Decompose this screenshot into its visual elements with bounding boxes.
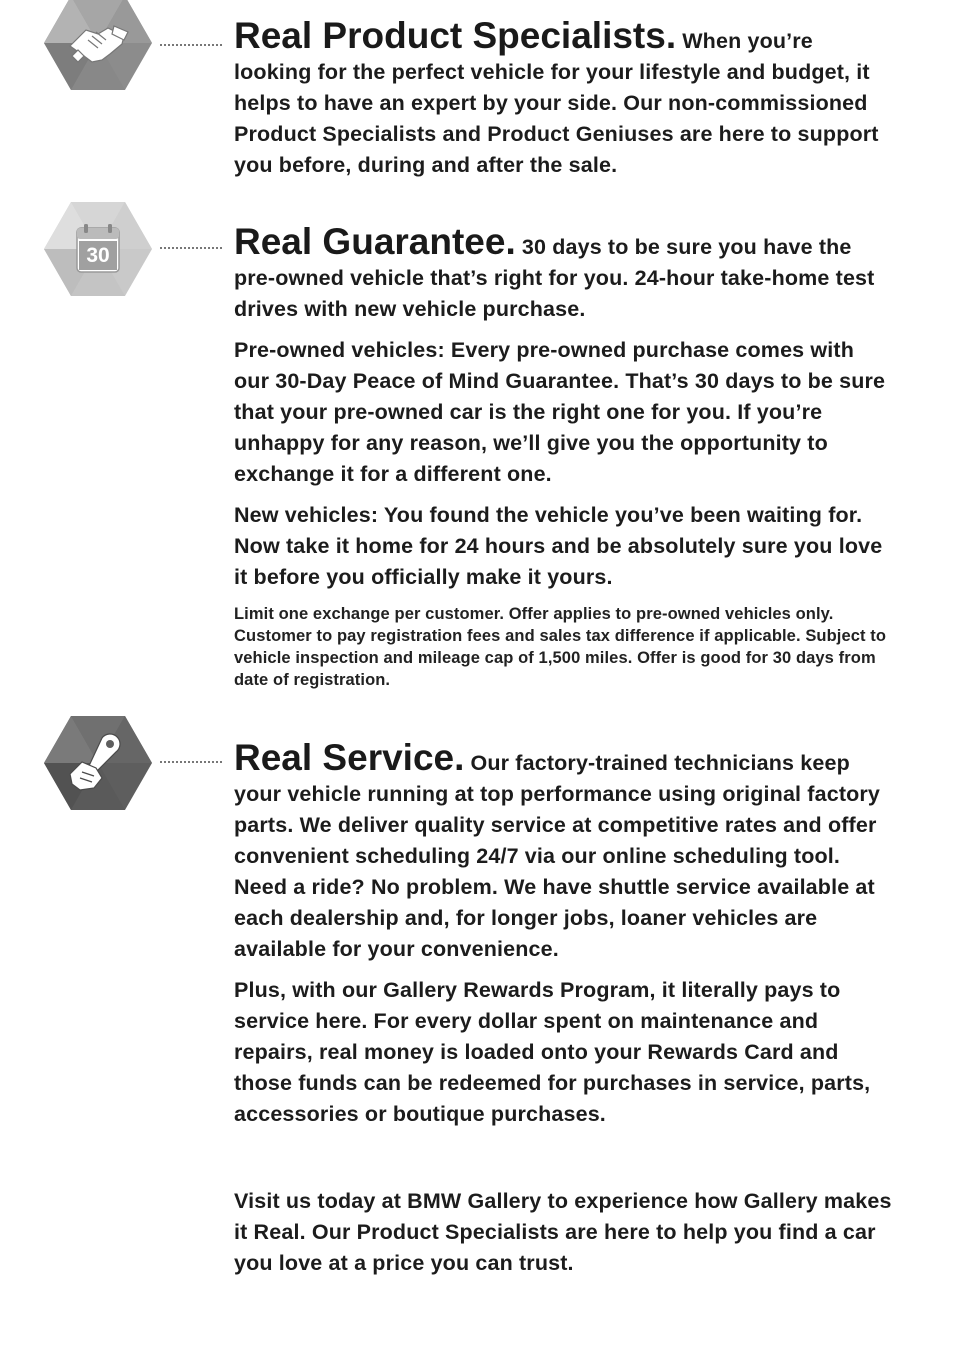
rewards-paragraph: Plus, with our Gallery Rewards Program, it literally pays to service here. For every dollar spent on maintenance and repairs, real money is loaded onto your Rewards Card and those funds can be redeemed for purchases in service, parts, accessories or boutique purchases. bbox=[234, 978, 871, 1126]
closing-section bbox=[234, 1186, 894, 1289]
calendar-day-label: 30 bbox=[86, 244, 110, 267]
calendar-30-icon bbox=[44, 202, 152, 296]
service-paragraph bbox=[234, 737, 894, 965]
lead-text: When you’re looking for the perfect vehicle for your lifestyle and budget, it helps to have an expert by your side. Our non-commissioned Product Specialists and Product Geniuses are here to support you before, during and after the sale. bbox=[234, 29, 879, 177]
headline: Real Service. bbox=[234, 737, 465, 778]
lead-text: 30 days to be sure you have the pre-owned vehicle that’s right for you. 24-hour take-home test drives with new vehicle purchase. bbox=[234, 235, 875, 321]
lead-text: Our factory-trained technicians keep your vehicle running at top performance using original factory parts. We deliver quality service at competitive rates and offer convenient scheduling 24/7 via our online scheduling tool. Need a ride? No problem. We have shuttle service available at each dealership and, for longer jobs, loaner vehicles are available for your convenience. bbox=[234, 751, 881, 961]
pre-owned-paragraph: Pre-owned vehicles: Every pre-owned purchase comes with our 30-Day Peace of Mind Guarantee. That’s 30 days to be sure that your pre-owned car is the right one for you. If you’re unhappy for any reason, we’ll give you the opportunity to exchange it for a different one. bbox=[234, 338, 886, 486]
new-vehicles-paragraph: New vehicles: You found the vehicle you’ve been waiting for. Now take it home for 24 hours and be absolutely sure you love it before you officially make it yours. bbox=[234, 503, 883, 589]
guarantee-paragraph bbox=[234, 221, 894, 325]
connector-dots bbox=[160, 247, 222, 249]
fine-print: Limit one exchange per customer. Offer applies to pre-owned vehicles only. Customer to pay registration fees and sales tax difference if applicable. Subject to vehicle inspection and mileage cap of 1,500 miles. Offer is good for 30 days from date of registration. bbox=[234, 605, 887, 689]
handshake-icon bbox=[44, 0, 152, 90]
headline: Real Product Specialists. bbox=[234, 15, 677, 56]
connector-dots bbox=[160, 44, 222, 46]
connector-dots bbox=[160, 761, 222, 763]
wrench-hand-icon bbox=[44, 716, 152, 810]
closing-paragraph: Visit us today at BMW Gallery to experience how Gallery makes it Real. Our Product Specialists are here to help you find a car you love at a price you can trust. bbox=[234, 1189, 892, 1275]
headline: Real Guarantee. bbox=[234, 221, 516, 262]
product-specialists-paragraph bbox=[234, 15, 894, 181]
